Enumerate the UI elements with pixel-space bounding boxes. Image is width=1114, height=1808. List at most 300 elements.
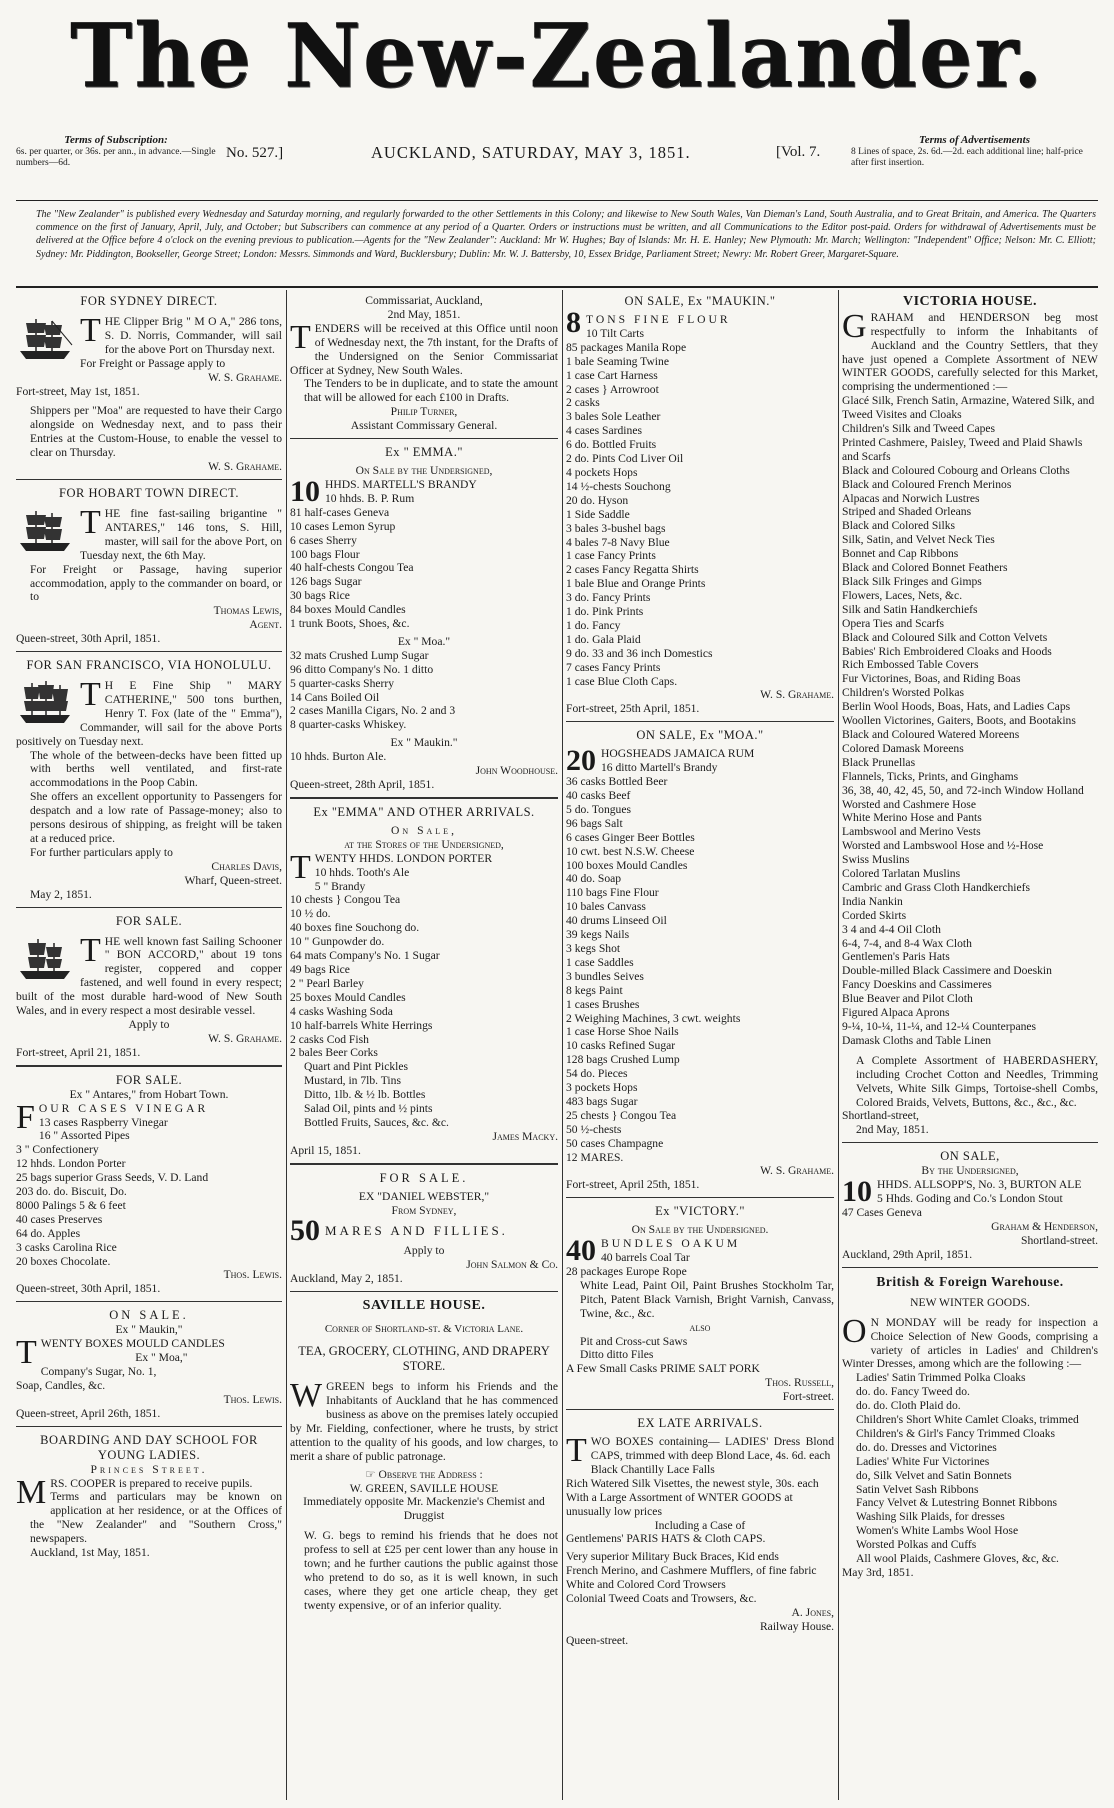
ad-subheading: On Sale by the Undersigned. [631, 1223, 769, 1237]
list-item: 1 do. Fancy [566, 618, 621, 632]
ad-lead: WENTY HHDS. LONDON PORTER [314, 851, 493, 865]
list-item: 2 cases } Arrowroot [566, 382, 659, 396]
list-item: Bonnet and Cap Ribbons [842, 547, 959, 561]
ad-signature-address: Shortland-street. [1021, 1233, 1098, 1247]
quantity-numeral: 20 [566, 744, 596, 778]
ad-sydney-direct [16, 294, 282, 474]
ad-late-arrivals [566, 1416, 834, 1648]
ship-icon [16, 679, 74, 727]
ad-heading: EX LATE ARRIVALS. [637, 1416, 763, 1431]
ad-date: Queen-street, April 26th, 1851. [16, 1406, 161, 1420]
ad-subheading: Princes Street. [90, 1462, 208, 1476]
list-item: Black and Coloured French Merinos [842, 477, 1012, 491]
ad-signature: W. S. Grahame. [208, 460, 282, 474]
list-item: Corded Skirts [842, 908, 907, 922]
ad-body: ENDERS will be received at this Office until noon of Wednesday next, the 7th instant, for the Drafts of the Undersigned on the Senior Commissariat Officer at Sydney, New South Wales. [290, 321, 558, 377]
list-item: 2 " Pearl Barley [290, 976, 364, 990]
ad-lead: OUR CASES VINEGAR [38, 1101, 209, 1115]
list-item: 1 do. Gala Plaid [566, 632, 641, 646]
list-item: Lambswool and Merino Vests [842, 825, 981, 839]
divider [566, 1197, 834, 1198]
list-item: Silk and Satin Handkerchiefs [842, 602, 978, 616]
list-item: Including a Case of [654, 1518, 746, 1532]
ad-heading: VICTORIA HOUSE. [902, 294, 1038, 309]
drop-cap: F [16, 1098, 35, 1136]
list-item: Silk, Satin, and Velvet Neck Ties [842, 533, 995, 547]
divider [16, 200, 1098, 201]
ad-address: W. GREEN, SAVILLE HOUSE [349, 1481, 499, 1495]
column-4 [842, 294, 1098, 1800]
ad-heading: FOR SAN FRANCISCO, VIA HONOLULU. [26, 658, 272, 673]
drop-cap: M [16, 1473, 47, 1511]
ad-heading: ON SALE, Ex "MAUKIN." [624, 294, 776, 308]
ad-subheading: On Sale, [391, 823, 457, 837]
ad-text: For further particulars apply to [30, 845, 173, 859]
list-item: Fancy Doeskins and Cassimeres [842, 978, 992, 992]
ad-signature: Thos. Russell, [765, 1376, 834, 1390]
divider [16, 1426, 282, 1427]
ad-lead: HHDS. ALLSOPP'S, No. 3, BURTON ALE [877, 1178, 1082, 1192]
ad-text: ☞ Observe the Address : [365, 1467, 483, 1481]
list-item: 4 cases Sardines [566, 424, 642, 438]
list-item: 50 cases Champagne [566, 1136, 664, 1150]
list-item: 40 cases Preserves [16, 1212, 103, 1226]
ad-date: Fort-street, 25th April, 1851. [566, 702, 700, 716]
list-item: India Nankin [842, 894, 903, 908]
drop-cap: T [80, 676, 101, 714]
list-item: 8000 Palings 5 & 6 feet [16, 1198, 126, 1212]
ad-text: A Few Small Casks PRIME SALT PORK [566, 1362, 760, 1376]
ad-subheading: From Sydney, [391, 1203, 457, 1217]
list-item: 1 trunk Boots, Shoes, &c. [290, 617, 410, 631]
ad-signature: James Macky. [492, 1129, 558, 1143]
list-item: French Merino, and Cashmere Mufflers, of fine fabric [566, 1564, 817, 1578]
list-item: 10 hhds. B. P. Rum [325, 491, 415, 505]
list-item: 81 half-cases Geneva [290, 505, 390, 519]
list-item: 2 bales Beer Corks [290, 1046, 378, 1060]
subscription-terms-text: 6s. per quarter, or 36s. per ann., in advance.—Single numbers—6d. [16, 146, 216, 168]
masthead-title: The New-Zealander. [69, 3, 1045, 108]
ad-signature: Philip Turner, [390, 405, 458, 419]
goods-list [16, 1116, 282, 1269]
list-item: 7 cases Fancy Prints [566, 660, 661, 674]
list-item: 1 bale Blue and Orange Prints [566, 577, 706, 591]
list-item: Ditto, 1lb. & ½ lb. Bottles [304, 1088, 426, 1102]
list-item: Fur Victorines, Boas, and Riding Boas [842, 672, 1021, 686]
drop-cap: G [842, 307, 867, 345]
ad-victoria-house [842, 294, 1098, 1137]
ad-trades: TEA, GROCERY, CLOTHING, AND DRAPERY STORE. [298, 1344, 550, 1374]
ad-signature: W. S. Grahame. [208, 1031, 282, 1045]
list-item: Children's Silk and Tweed Capes [842, 422, 996, 436]
list-item: 2 Weighing Machines, 3 cwt. weights [566, 1011, 741, 1025]
list-item: do, Silk Velvet and Satin Bonnets [856, 1468, 1012, 1482]
ad-body: WO BOXES containing— LADIES' Dress Blond CAPS, trimmed with deep Blond Lace, 4s. 6d. each [590, 1435, 834, 1462]
list-item: 1 cases Brushes [566, 997, 640, 1011]
quantity-numeral: 10 [290, 474, 320, 508]
divider [290, 797, 558, 799]
ad-signature: Thos. Lewis. [223, 1392, 282, 1406]
ad-text: Soap, Candles, &c. [16, 1378, 106, 1392]
ad-subheading: Ex " Antares," from Hobart Town. [69, 1087, 229, 1101]
ad-text: Company's Sugar, No. 1, [40, 1365, 157, 1378]
list-item: 3 casks Carolina Rice [16, 1240, 117, 1254]
divider [290, 1163, 558, 1165]
list-item: 6-4, 7-4, and 8-4 Wax Cloth [842, 936, 972, 950]
list-item: Alpacas and Norwich Lustres [842, 491, 980, 505]
list-item: Striped and Shaded Orleans [842, 505, 972, 519]
goods-list [290, 492, 558, 631]
goods-list [290, 750, 558, 764]
list-item: do. do. Dresses and Victorines [856, 1440, 997, 1454]
list-item: Opera Ties and Scarfs [842, 616, 945, 630]
ad-school [16, 1433, 282, 1560]
ad-subheading: Ex " Maukin," [115, 1323, 183, 1337]
list-item: Quart and Pint Pickles [304, 1060, 409, 1074]
list-item: Rich Embossed Table Covers [842, 658, 979, 672]
divider [290, 1291, 558, 1292]
ad-signature: W. S. Grahame. [760, 1164, 834, 1178]
list-item: Children's Short White Camlet Cloaks, trimmed [856, 1413, 1079, 1427]
divider [16, 907, 282, 908]
list-item: 96 ditto Company's No. 1 ditto [290, 662, 434, 676]
ad-date: 2nd May, 1851. [387, 307, 461, 321]
list-item: Colored Damask Moreens [842, 741, 964, 755]
divider [842, 1142, 1098, 1143]
divider [16, 286, 1098, 288]
quantity-numeral: 10 [842, 1175, 872, 1209]
list-item: 126 bags Sugar [290, 575, 362, 589]
ad-lead: BUNDLES OAKUM [601, 1237, 741, 1251]
list-item: Berlin Wool Hoods, Boas, Hats, and Ladies Caps [842, 700, 1071, 714]
list-item: All wool Plaids, Cashmere Gloves, &c, &c. [856, 1552, 1059, 1566]
drop-cap: W [290, 1377, 323, 1415]
ad-date: 2nd May, 1851. [856, 1123, 929, 1137]
list-item: 2 do. Pints Cod Liver Oil [566, 452, 684, 466]
list-item: 3 bales Sole Leather [566, 410, 661, 424]
ad-mould-candles [16, 1308, 282, 1420]
ad-heading: FOR SYDNEY DIRECT. [80, 294, 218, 308]
divider [566, 1409, 834, 1410]
column-1 [16, 294, 282, 1800]
list-item: 20 boxes Chocolate. [16, 1254, 111, 1268]
ad-heading: British & Foreign Warehouse. [876, 1273, 1064, 1289]
ad-body: RAHAM and HENDERSON beg most respectfully to inform the Inhabitants of Auckland and the Country Settlers, that they have just opened a Complete Assortment of NEW WINTER GOODS, carefully selected for this Market, comprising the undermentioned :— [842, 310, 1098, 394]
quantity-numeral: 8 [566, 306, 581, 339]
list-item: 10 chests } Congou Tea [290, 893, 401, 907]
goods-list [842, 1371, 1098, 1566]
ad-signature: W. S. Grahame. [760, 688, 834, 702]
ad-heading: BOARDING AND DAY SCHOOL FOR YOUNG LADIES. [40, 1432, 258, 1462]
list-item: 5 " Brandy [314, 879, 366, 893]
list-item: 4 bales 7-8 Navy Blue [566, 535, 670, 549]
ad-hobart-town [16, 486, 282, 646]
ad-lead: MARES AND FILLIES. [325, 1223, 508, 1239]
list-item: 25 chests } Congou Tea [566, 1108, 677, 1122]
subscription-terms-heading: Terms of Subscription: [64, 134, 168, 146]
list-item: 36 casks Bottled Beer [566, 775, 668, 789]
list-item: Babies' Rich Embroidered Cloaks and Hoods [842, 644, 1052, 658]
ad-text: She offers an excellent opportunity to Passengers for despatch and a low rate of Passage-money; also to persons desirous of shipping, as freight will be taken at a reduced price. [30, 790, 282, 845]
list-item: Worsted Polkas and Cuffs [856, 1538, 977, 1552]
list-item: 85 packages Manila Rope [566, 340, 687, 354]
issue-number: No. 527.] [226, 145, 284, 161]
ship-icon [16, 315, 74, 363]
list-item: 84 boxes Mould Candles [290, 603, 406, 617]
list-item: Salad Oil, pints and ½ pints [304, 1102, 433, 1116]
list-item: do. do. Cloth Plaid do. [856, 1399, 961, 1413]
ad-bon-accord [16, 914, 282, 1060]
list-item: 483 bags Sugar [566, 1094, 638, 1108]
goods-list [290, 649, 558, 732]
list-item: 14 ½-chests Souchong [566, 479, 671, 493]
list-item: Damask Cloths and Table Linen [842, 1033, 992, 1047]
advertisement-terms-heading: Terms of Advertisements [918, 134, 1030, 146]
list-item: 100 bags Flour [290, 547, 360, 561]
ad-subheading: Ex " Maukin." [390, 736, 458, 750]
ad-emma-other-arrivals [290, 805, 558, 1158]
ad-heading: Ex " EMMA." [385, 445, 463, 460]
list-item: 6 do. Bottled Fruits [566, 438, 657, 452]
list-item: Black and Colored Bonnet Feathers [842, 561, 1008, 575]
list-item: 25 boxes Mould Candles [290, 990, 406, 1004]
ad-tenders [290, 294, 558, 433]
list-item: Satin Velvet Sash Ribbons [856, 1482, 979, 1496]
ad-text: Apply to [128, 1017, 170, 1031]
list-item: 100 boxes Mould Candles [566, 858, 688, 872]
list-item: Gentlemens' PARIS HATS & Cloth CAPS. [566, 1532, 766, 1546]
ad-date: Queen-street. [566, 1633, 629, 1647]
list-item: 10 hhds. Burton Ale. [290, 750, 387, 764]
ship-icon [16, 935, 74, 983]
list-item: Black Silk Fringes and Gimps [842, 575, 982, 589]
drop-cap: T [16, 1334, 37, 1372]
ad-address: Shortland-street, [842, 1109, 919, 1123]
list-item: Colored Tarlatan Muslins [842, 867, 961, 881]
ad-date: Queen-street, 30th April, 1851. [16, 632, 161, 646]
ad-text: White Lead, Paint Oil, Paint Brushes Stockholm Tar, Pitch, Patent Black Varnish, Bright Varnish, Canvass, Twine, &c., &c. [580, 1278, 834, 1320]
list-item: 40 do. Soap [566, 872, 622, 886]
ad-signature: John Woodhouse. [475, 764, 558, 778]
ad-location: Commissariat, Auckland, [365, 294, 483, 307]
ad-moa [566, 728, 834, 1192]
list-item: Woollen Victorines, Gaiters, Boots, and Bootakins [842, 714, 1076, 728]
ad-lead: HOGSHEADS JAMAICA RUM [601, 747, 755, 761]
goods-list [566, 761, 834, 1164]
list-item: Black and Colored Silks [842, 519, 956, 533]
drop-cap: T [290, 848, 311, 886]
ad-signature: A. Jones, [791, 1605, 834, 1619]
list-item: 12 hhds. London Porter [16, 1157, 126, 1171]
list-item: Mustard, in 7lb. Tins [304, 1074, 401, 1088]
list-item: Flowers, Laces, Nets, &c. [842, 588, 963, 602]
ad-lead: HHDS. MARTELL'S BRANDY [325, 477, 477, 491]
list-item: 50 ½-chests [566, 1122, 622, 1136]
ad-date: Queen-street, 28th April, 1851. [290, 778, 435, 791]
list-item: 2 casks Cod Fish [290, 1032, 369, 1046]
ad-date: April 15, 1851. [290, 1143, 361, 1157]
ad-text: For Freight or Passage apply to [80, 356, 226, 370]
ad-heading: FOR SALE. [379, 1170, 469, 1185]
list-item: 5 Hhds. Goding and Co.'s London Stout [877, 1192, 1063, 1206]
column-rule [562, 290, 563, 1800]
list-item: 10 bales Canvass [566, 900, 646, 914]
list-item: Fancy Velvet & Lutestring Bonnet Ribbons [856, 1496, 1058, 1510]
ad-allsopp [842, 1149, 1098, 1261]
divider [16, 1301, 282, 1302]
list-item: 54 do. Pieces [566, 1067, 628, 1081]
ad-text: also [689, 1320, 711, 1334]
list-item: Ladies' White Fur Victorines [856, 1454, 990, 1468]
list-item: Black and Coloured Watered Moreens [842, 727, 1020, 741]
column-rule [838, 290, 839, 1800]
ad-subheading: at the Stores of the Undersigned, [344, 837, 504, 851]
list-item: 36, 38, 40, 42, 45, 50, and 72-inch Window Holland [842, 783, 1084, 797]
ship-icon [16, 507, 74, 555]
ad-text: Ex " Moa," [135, 1351, 188, 1365]
list-item: 40 drums Linseed Oil [566, 914, 667, 928]
list-item: White and Colored Cord Trowsers [566, 1578, 726, 1592]
list-item: Gentlemen's Paris Hats [842, 950, 950, 964]
list-item: 1 Side Saddle [566, 507, 630, 521]
divider [16, 479, 282, 480]
advertisement-terms [851, 134, 1098, 168]
divider [16, 1065, 282, 1067]
ad-date: Queen-street, 30th April, 1851. [16, 1282, 161, 1296]
list-item: 25 bags superior Grass Seeds, V. D. Land [16, 1171, 209, 1185]
ad-body: N MONDAY will be ready for inspection a Choice Selection of New Goods, comprising a variety of articles in Ladies' and Children's Winter Dresses, among which are the following :— [842, 1315, 1098, 1371]
list-item: 2 cases Fancy Regatta Shirts [566, 563, 699, 577]
list-item: 1 case Cart Harness [566, 368, 658, 382]
list-item: 10 casks Refined Sugar [566, 1039, 676, 1053]
ad-text: Terms and particulars may be known on application at her residence, or at the Offices of the "New Zealander" and "Southern Cross," newspapers. [30, 1490, 282, 1546]
ad-body: RS. COOPER is prepared to receive pupils. [50, 1476, 253, 1490]
list-item: 40 boxes fine Souchong do. [290, 921, 420, 935]
ad-heading: Ex "EMMA" AND OTHER ARRIVALS. [313, 804, 535, 819]
list-item: 64 mats Company's No. 1 Sugar [290, 949, 440, 963]
ad-signature: Thomas Lewis, [213, 604, 282, 618]
ad-heading: SAVILLE HOUSE. [362, 1298, 486, 1314]
drop-cap: O [842, 1312, 867, 1350]
list-item: 3 bundles Seives [566, 969, 644, 983]
ad-body: HE fine fast-sailing brigantine " ANTARES," 146 tons, S. Hill, master, will sail for the above Port, on Tuesday next, the 6th May. [80, 506, 282, 562]
drop-cap: T [80, 931, 101, 969]
goods-list [842, 1192, 1098, 1220]
list-item: Figured Alpaca Aprons [842, 1006, 950, 1020]
quantity-numeral: 50 [290, 1214, 320, 1248]
ad-text: Ditto ditto Files [580, 1348, 654, 1362]
subscription-terms [16, 134, 216, 168]
column-3 [566, 294, 834, 1800]
ad-body: H E Fine Ship " MARY CATHERINE," 500 tons burthen, Henry T. Fox (late of the " Emma"), Commander, will sail for the above Ports positively on Tuesday next. [16, 679, 282, 748]
ad-emma [290, 445, 558, 792]
list-item: 28 packages Europe Rope [566, 1265, 687, 1278]
list-item: Double-milled Black Cassimere and Doeskin [842, 964, 1052, 978]
list-item: 3 bales 3-bushel bags [566, 521, 666, 535]
list-item: 5 do. Tongues [566, 802, 631, 816]
goods-list [566, 1463, 834, 1606]
list-item: Black Chantilly Lace Falls [590, 1462, 715, 1476]
goods-list [566, 327, 834, 689]
list-item: Blue Beaver and Pilot Cloth [842, 992, 973, 1006]
list-item: Washing Silk Plaids, for dresses [856, 1510, 1005, 1524]
ad-date: May 3rd, 1851. [842, 1566, 914, 1580]
list-item: 1 case Fancy Prints [566, 549, 656, 563]
list-item: 10 cwt. best N.S.W. Cheese [566, 844, 695, 858]
divider [566, 721, 834, 722]
goods-list [842, 394, 1098, 1048]
divider [16, 651, 282, 652]
list-item: 1 case Saddles [566, 955, 634, 969]
list-item: Rich Watered Silk Visettes, the newest style, 30s. each [566, 1476, 819, 1490]
ad-date: Fort-street, April 25th, 1851. [566, 1178, 700, 1192]
list-item: 5 quarter-casks Sherry [290, 676, 395, 690]
list-item: 10 half-barrels White Herrings [290, 1018, 433, 1032]
ad-text: A Complete Assortment of HABERDASHERY, including Crochet Cotton and Needles, Trimming Velvets, White Silk Gimps, Tortoise-shell Combs, Colored Braids, Velvets, Buttons, &c., &c., &c. [856, 1053, 1098, 1109]
ad-date: Fort-street, April 21, 1851. [16, 1045, 141, 1059]
list-item: 203 do. do. Biscuit, Do. [16, 1185, 127, 1199]
list-item: 40 half-chests Congou Tea [290, 561, 414, 575]
ad-text: The whole of the between-decks have been fitted up with berths well ventilated, and first-rate accommodations in the Poop Cabin. [30, 748, 282, 790]
list-item: 10 " Gunpowder do. [290, 935, 385, 949]
list-item: 1 bale Seaming Twine [566, 354, 669, 368]
list-item: 16 ditto Martell's Brandy [601, 761, 718, 775]
ad-body: GREEN begs to inform his Friends and the Inhabitants of Auckland that he has commenced business as above on the premises lately occupied by Mr. Fielding, confectioner, where he trusts, by strict attention to the quality of his goods, and low charges, to merit a share of public patronage. [290, 1380, 558, 1463]
list-item: 13 cases Raspberry Vinegar [38, 1115, 168, 1129]
ad-subheading: Ex " Moa." [397, 634, 451, 648]
ad-signature-address: Fort-street. [782, 1390, 834, 1404]
ad-daniel-webster [290, 1171, 558, 1287]
drop-cap: T [566, 1432, 587, 1470]
list-item: 20 do. Hyson [566, 493, 629, 507]
ad-heading: FOR HOBART TOWN DIRECT. [59, 485, 239, 500]
goods-list [566, 1251, 834, 1279]
column-2 [290, 294, 558, 1800]
divider [842, 1267, 1098, 1268]
publication-notice: The "New Zealander" is published every Wednesday and Saturday morning, and regularly forwarded to the other Settlements in this Colony; and likewise to New South Wales, Van Dieman's Land, South Australia, and to Great Britain, and America. The Quarters commence on the first of January, April, July, and October; but Subscribers can commence at any period of a Quarter. Orders or instructions must be written, and all Communications to the Editor post-paid. Orders for withdrawal of Advertisements must be delivered at the Office before 4 o'clock on the evening previous to publication.—Agents for the "New Zealander": Auckland: Mr W. Hughes; Bay of Islands: Mr. H. E. Hanley; New Plymouth: Mr. March; Wellington: "Independent" Office; Nelson: Mr. C. Elliott; Sydney: Mr. Piddington, Bookseller, George Street; London: Messrs. Simmonds and Ward, Bucklersbury; Dublin: Mr. W. J. Battersby, 10, Essex Bridge, Parliament Street; Newry: Mr. Robert Greer, Margaret-Square. [36, 209, 1096, 260]
list-item: 96 bags Salt [566, 816, 623, 830]
list-item: 1 case Horse Shoe Nails [566, 1025, 679, 1039]
list-item: 6 cases Sherry [290, 533, 357, 547]
list-item: 40 barrels Coal Tar [601, 1251, 690, 1265]
list-item: Bottled Fruits, Sauces, &c. &c. [304, 1115, 449, 1129]
list-item: Worsted and Cashmere Hose [842, 797, 976, 811]
list-item: 2 cases Manilla Cigars, No. 2 and 3 [290, 704, 456, 718]
volume-number: [Vol. 7. [776, 144, 821, 160]
quantity-numeral: 40 [566, 1234, 596, 1268]
ad-signature-address: Railway House. [759, 1619, 834, 1633]
drop-cap: T [80, 503, 101, 541]
list-item: Black Prunellas [842, 755, 916, 769]
list-item: 39 kegs Nails [566, 928, 630, 942]
ad-text: W. G. begs to remind his friends that he does not profess to sell at £25 per cent lower than any house in town; and he further cautions the public against those who pretend to do so, as it is well known, in such cases, where they get one article cheap, they get twenty expensive, or of an inferior quality. [304, 1529, 558, 1612]
list-item: 14 Cans Boiled Oil [290, 690, 380, 704]
list-item: 6 cases Ginger Beer Bottles [566, 830, 695, 844]
list-item: 8 quarter-casks Whiskey. [290, 718, 407, 732]
ad-maukin [566, 294, 834, 716]
list-item: 1 do. Pink Prints [566, 605, 644, 619]
ad-date: May 2, 1851. [30, 887, 92, 901]
drop-cap: T [80, 312, 101, 349]
ad-signature: Graham & Henderson, [991, 1219, 1098, 1233]
ad-date: Fort-street, May 1st, 1851. [16, 384, 140, 398]
list-item: Colonial Tweed Coats and Trowsers, &c. [566, 1592, 757, 1606]
dateline: AUCKLAND, SATURDAY, MAY 3, 1851. [371, 143, 691, 162]
list-item: 10 Tilt Carts [586, 326, 644, 340]
list-item: Women's White Lambs Wool Hose [856, 1524, 1019, 1538]
list-item: 4 pockets Hops [566, 465, 638, 479]
ad-date: Auckland, 1st May, 1851. [30, 1546, 150, 1560]
